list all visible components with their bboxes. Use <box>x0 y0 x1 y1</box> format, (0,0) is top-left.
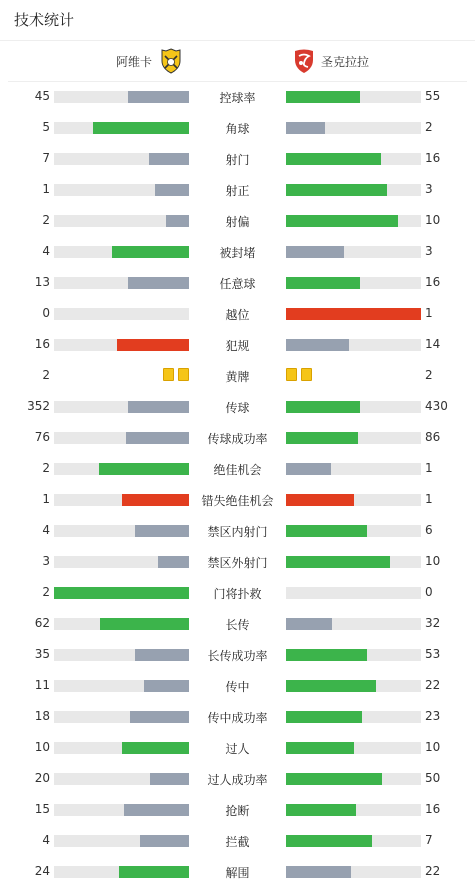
away-stat-bar-fill <box>286 525 367 537</box>
stat-label: 禁区外射门 <box>207 556 268 570</box>
away-stat-bar-fill <box>286 153 381 165</box>
away-stat-value: 1 <box>425 306 433 320</box>
home-team[interactable] <box>116 49 182 73</box>
stat-label: 任意球 <box>219 277 256 291</box>
home-stat-bar-fill <box>158 556 189 568</box>
home-stat-bar-fill <box>135 525 189 537</box>
stat-label: 黄牌 <box>225 370 250 384</box>
away-stat-bar <box>286 184 421 196</box>
team-header <box>8 41 467 82</box>
stat-row <box>0 608 475 639</box>
away-stat-bar-fill <box>286 277 360 289</box>
home-stat-bar <box>54 122 189 134</box>
away-team[interactable] <box>293 49 369 73</box>
stat-row <box>0 391 475 422</box>
stat-row <box>0 639 475 670</box>
away-stat-bar-fill <box>286 339 349 351</box>
away-stat-bar <box>286 122 421 134</box>
away-stat-bar <box>286 525 421 537</box>
home-stat-bar-fill <box>149 153 190 165</box>
stat-row <box>0 732 475 763</box>
away-stat-bar <box>286 773 421 785</box>
stat-label: 角球 <box>225 122 250 136</box>
home-stat-bar-fill <box>155 184 189 196</box>
home-stat-value: 62 <box>34 616 50 630</box>
home-stat-bar-fill <box>150 773 189 785</box>
home-stat-bar <box>54 866 189 878</box>
away-stat-value: 430 <box>425 399 448 413</box>
away-stat-bar <box>286 835 421 847</box>
stat-row <box>0 360 475 391</box>
away-stat-bar <box>286 742 421 754</box>
away-stat-value: 2 <box>425 368 433 382</box>
home-stat-value: 1 <box>42 182 50 196</box>
home-stat-bar-fill <box>128 277 189 289</box>
stat-row <box>0 81 475 112</box>
home-stat-bar <box>54 711 189 723</box>
home-stat-value: 24 <box>34 864 50 878</box>
stat-row <box>0 236 475 267</box>
home-stat-bar <box>54 587 189 599</box>
away-stat-bar-fill <box>286 680 376 692</box>
stat-label: 长传 <box>225 618 250 632</box>
home-stat-bar-fill <box>128 91 189 103</box>
stat-label: 传中 <box>225 680 250 694</box>
away-stat-bar-fill <box>286 91 360 103</box>
home-stat-value: 10 <box>34 740 50 754</box>
away-stat-bar <box>286 277 421 289</box>
away-stat-value: 10 <box>425 213 441 227</box>
home-stat-bar-fill <box>122 494 190 506</box>
home-stat-bar <box>54 525 189 537</box>
home-stat-value: 7 <box>42 151 50 165</box>
stat-row <box>0 298 475 329</box>
home-stat-value: 2 <box>42 213 50 227</box>
away-stat-bar <box>286 711 421 723</box>
avica-crest-icon <box>160 48 182 74</box>
home-stat-value: 1 <box>42 492 50 506</box>
away-stat-bar <box>286 401 421 413</box>
home-stat-bar-fill <box>135 649 189 661</box>
home-stat-bar-fill <box>124 804 189 816</box>
away-stat-bar <box>286 246 421 258</box>
stat-row <box>0 422 475 453</box>
away-stat-bar-fill <box>286 246 344 258</box>
home-stat-bar-fill <box>130 711 189 723</box>
away-team-name: 圣克拉拉 <box>321 54 370 69</box>
away-stat-bar <box>286 308 421 320</box>
home-stat-value: 352 <box>27 399 50 413</box>
away-stat-bar-fill <box>286 742 354 754</box>
away-stat-value: 3 <box>425 182 433 196</box>
away-stat-value: 50 <box>425 771 441 785</box>
stat-row <box>0 143 475 174</box>
away-stat-bar-fill <box>286 432 358 444</box>
away-stat-value: 23 <box>425 709 441 723</box>
home-stat-value: 5 <box>42 120 50 134</box>
home-stat-bar <box>54 618 189 630</box>
santa-clara-crest-icon <box>293 48 315 74</box>
home-stat-bar-fill <box>140 835 189 847</box>
stat-label: 控球率 <box>219 91 256 105</box>
yellow-card-icon <box>301 368 312 381</box>
away-stat-bar <box>286 587 421 599</box>
home-stat-value: 13 <box>34 275 50 289</box>
home-stat-bar <box>54 153 189 165</box>
stat-label: 犯规 <box>225 339 250 353</box>
home-stat-bar <box>54 401 189 413</box>
home-stat-bar <box>54 339 189 351</box>
away-stat-bar <box>286 556 421 568</box>
away-stat-value: 0 <box>425 585 433 599</box>
home-team-name: 阿维卡 <box>115 54 152 69</box>
home-stat-bar-fill <box>122 742 190 754</box>
stat-label: 传球 <box>225 401 250 415</box>
home-stat-bar-fill <box>119 866 189 878</box>
home-stat-bar <box>54 308 189 320</box>
stat-row <box>0 856 475 887</box>
away-stat-value: 53 <box>425 647 441 661</box>
away-stat-value: 22 <box>425 864 441 878</box>
home-stat-bar <box>54 91 189 103</box>
home-stat-value: 76 <box>34 430 50 444</box>
away-stat-value: 10 <box>425 740 441 754</box>
home-stat-bar <box>54 835 189 847</box>
stat-row <box>0 174 475 205</box>
away-stat-bar <box>286 215 421 227</box>
home-stat-bar-fill <box>112 246 189 258</box>
home-stat-value: 16 <box>34 337 50 351</box>
away-stat-value: 55 <box>425 89 441 103</box>
home-stat-value: 2 <box>42 585 50 599</box>
stat-row <box>0 515 475 546</box>
home-stat-bar-fill <box>126 432 189 444</box>
away-stat-bar <box>286 463 421 475</box>
home-stat-value: 2 <box>42 368 50 382</box>
stat-label: 过人 <box>225 742 250 756</box>
stat-row <box>0 329 475 360</box>
away-stat-value: 22 <box>425 678 441 692</box>
home-stat-value: 35 <box>34 647 50 661</box>
stat-row <box>0 825 475 856</box>
home-stat-bar-fill <box>93 122 189 134</box>
away-stat-value: 7 <box>425 833 433 847</box>
home-stat-value: 18 <box>34 709 50 723</box>
stat-label: 长传成功率 <box>207 649 268 663</box>
home-stat-bar-fill <box>100 618 189 630</box>
home-stat-bar <box>54 773 189 785</box>
home-stat-bar <box>54 432 189 444</box>
home-stat-value: 4 <box>42 244 50 258</box>
home-stat-bar-fill <box>166 215 189 227</box>
away-stat-value: 1 <box>425 461 433 475</box>
stat-row <box>0 670 475 701</box>
stat-label: 门将扑救 <box>213 587 262 601</box>
home-stat-value: 20 <box>34 771 50 785</box>
stat-label: 射偏 <box>225 215 250 229</box>
stat-row <box>0 577 475 608</box>
home-stat-bar-fill <box>128 401 189 413</box>
home-stat-value: 45 <box>34 89 50 103</box>
home-stat-bar-fill <box>144 680 189 692</box>
stat-row <box>0 701 475 732</box>
away-stat-bar-fill <box>286 649 367 661</box>
yellow-card-icon <box>178 368 189 381</box>
away-stat-value: 16 <box>425 275 441 289</box>
stat-label: 错失绝佳机会 <box>201 494 274 508</box>
away-stat-value: 16 <box>425 802 441 816</box>
away-stat-bar-fill <box>286 494 354 506</box>
home-stat-bar <box>54 742 189 754</box>
stat-row <box>0 546 475 577</box>
stat-label: 射正 <box>225 184 250 198</box>
away-yellow-cards <box>286 368 312 381</box>
away-stat-bar <box>286 649 421 661</box>
home-stat-bar <box>54 680 189 692</box>
home-stat-bar <box>54 494 189 506</box>
away-stat-value: 32 <box>425 616 441 630</box>
away-stat-bar <box>286 866 421 878</box>
home-stat-bar-fill <box>99 463 189 475</box>
away-stat-bar-fill <box>286 556 390 568</box>
home-stat-bar <box>54 804 189 816</box>
home-stat-bar <box>54 246 189 258</box>
away-stat-bar <box>286 153 421 165</box>
home-stat-value: 4 <box>42 833 50 847</box>
home-stat-value: 4 <box>42 523 50 537</box>
section-title: 技术统计 <box>0 0 475 41</box>
home-stat-bar <box>54 184 189 196</box>
stat-row <box>0 453 475 484</box>
away-stat-bar-fill <box>286 184 387 196</box>
away-stat-bar-fill <box>286 618 332 630</box>
home-stat-value: 0 <box>42 306 50 320</box>
home-stat-bar <box>54 463 189 475</box>
home-stat-value: 2 <box>42 461 50 475</box>
stat-label: 越位 <box>225 308 250 322</box>
away-stat-bar-fill <box>286 835 372 847</box>
home-stat-bar <box>54 215 189 227</box>
stat-row <box>0 794 475 825</box>
away-stat-value: 86 <box>425 430 441 444</box>
stat-label: 被封堵 <box>219 246 256 260</box>
stat-label: 解围 <box>225 866 250 880</box>
away-stat-bar-fill <box>286 804 356 816</box>
stat-label: 绝佳机会 <box>213 463 262 477</box>
away-stat-bar-fill <box>286 463 331 475</box>
home-yellow-cards <box>163 368 189 381</box>
stat-label: 禁区内射门 <box>207 525 268 539</box>
away-stat-bar <box>286 618 421 630</box>
yellow-card-icon <box>286 368 297 381</box>
away-stat-bar <box>286 680 421 692</box>
home-stat-bar-fill <box>54 587 189 599</box>
away-stat-value: 14 <box>425 337 441 351</box>
away-stat-bar-fill <box>286 866 351 878</box>
stat-label: 拦截 <box>225 835 250 849</box>
stat-row <box>0 205 475 236</box>
away-stat-bar-fill <box>286 401 360 413</box>
home-stat-value: 11 <box>34 678 50 692</box>
stat-label: 过人成功率 <box>207 773 268 787</box>
away-stat-bar <box>286 804 421 816</box>
away-stat-bar-fill <box>286 711 362 723</box>
stat-label: 射门 <box>225 153 250 167</box>
home-stat-bar <box>54 556 189 568</box>
away-stat-bar-fill <box>286 308 421 320</box>
away-stat-value: 10 <box>425 554 441 568</box>
home-stat-value: 3 <box>42 554 50 568</box>
home-stat-bar-fill <box>117 339 189 351</box>
away-stat-value: 1 <box>425 492 433 506</box>
away-stat-bar <box>286 339 421 351</box>
away-stat-value: 2 <box>425 120 433 134</box>
away-stat-value: 6 <box>425 523 433 537</box>
stat-row <box>0 267 475 298</box>
away-stat-bar-fill <box>286 773 382 785</box>
stat-label: 抢断 <box>225 804 250 818</box>
stat-label: 传中成功率 <box>207 711 268 725</box>
away-stat-bar <box>286 494 421 506</box>
home-stat-bar <box>54 649 189 661</box>
stat-row <box>0 112 475 143</box>
stat-row <box>0 763 475 794</box>
away-stat-value: 16 <box>425 151 441 165</box>
stat-label: 传球成功率 <box>207 432 268 446</box>
away-stat-bar-fill <box>286 215 398 227</box>
away-stat-bar-fill <box>286 122 325 134</box>
stats-list <box>0 81 475 887</box>
away-stat-bar <box>286 91 421 103</box>
away-stat-value: 3 <box>425 244 433 258</box>
yellow-card-icon <box>163 368 174 381</box>
home-stat-value: 15 <box>34 802 50 816</box>
home-stat-bar <box>54 277 189 289</box>
away-stat-bar <box>286 432 421 444</box>
stat-row <box>0 484 475 515</box>
